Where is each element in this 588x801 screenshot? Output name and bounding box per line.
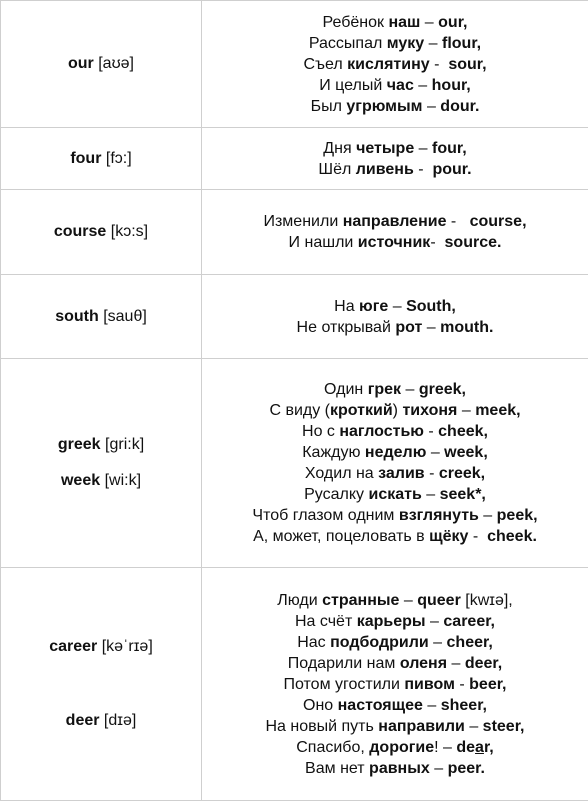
verse-keyword: source. <box>445 234 502 251</box>
verse-keyword: beer, <box>469 676 506 693</box>
verse-text: Потом угостили <box>283 676 404 693</box>
verse-keyword: cheer, <box>447 634 493 651</box>
word-entry <box>1 55 201 73</box>
verse-text: Ребёнок <box>323 14 389 31</box>
verse-text: Чтоб глазом одним <box>252 507 398 524</box>
verse-text: Дня <box>323 140 356 157</box>
verse-line <box>202 716 588 737</box>
verse-keyword: оленя <box>400 655 447 672</box>
verse-cell <box>202 190 588 275</box>
verse-line <box>202 695 588 716</box>
verse-line <box>202 96 588 117</box>
verse-keyword: взглянуть <box>399 507 479 524</box>
word-transcription: [sauθ] <box>103 308 147 325</box>
verse-text: С виду ( <box>269 402 330 419</box>
verse-keyword: щёку <box>429 528 468 545</box>
verse-text: - <box>455 676 469 693</box>
verse-keyword: наглостью <box>339 423 424 440</box>
verse-keyword: South, <box>406 298 456 315</box>
verse-text: – <box>424 35 442 52</box>
word-cell <box>1 190 202 275</box>
verse-text: Вам нет <box>305 760 369 777</box>
verse-text: – <box>423 697 441 714</box>
verse-text: На <box>334 298 359 315</box>
verse-keyword: sour, <box>448 56 486 73</box>
verse-keyword: hour, <box>432 77 471 94</box>
verse-line <box>202 232 588 253</box>
verse-text: А, может, поцеловать в <box>253 528 429 545</box>
verse-keyword: час <box>387 77 414 94</box>
word-transcription: [gri:k] <box>105 436 144 453</box>
verse-keyword: greek, <box>419 381 466 398</box>
verse-keyword: кроткий <box>330 402 393 419</box>
verse-keyword: pour. <box>432 161 471 178</box>
verse-text: Люди <box>277 592 322 609</box>
word-entry <box>1 436 201 454</box>
word-entry <box>1 472 201 490</box>
word-entry <box>1 150 201 168</box>
verse-line <box>202 400 588 421</box>
verse-text: ! – <box>434 739 456 756</box>
verse-cell <box>202 359 588 568</box>
verse-text: – <box>422 319 440 336</box>
verse-keyword: meek, <box>475 402 520 419</box>
verse-text: – <box>399 592 417 609</box>
verse-text: – <box>420 14 438 31</box>
verse-text: [kwɪə], <box>461 592 513 609</box>
verse-text: – <box>457 402 475 419</box>
verse-text: – <box>422 486 440 503</box>
word-entry <box>1 712 201 730</box>
verse-keyword: дорогие <box>369 739 434 756</box>
verse-keyword: грек <box>368 381 401 398</box>
word-cell <box>1 359 202 568</box>
verse-keyword: залив <box>378 465 424 482</box>
verse-keyword: странные <box>322 592 399 609</box>
verse-keyword: seek*, <box>440 486 486 503</box>
verse-text: – <box>426 613 444 630</box>
verse-text: – <box>423 98 441 115</box>
table-row <box>1 190 588 275</box>
verse-text: – <box>414 77 432 94</box>
verse-text: Один <box>324 381 368 398</box>
verse-line <box>202 421 588 442</box>
word-lemma: deer <box>66 712 100 729</box>
verse-keyword: неделю <box>365 444 426 461</box>
table-row <box>1 1 588 128</box>
verse-text: - <box>425 465 439 482</box>
verse-text: Рассыпал <box>309 35 387 52</box>
word-cell <box>1 128 202 190</box>
word-entry <box>1 308 201 326</box>
verse-line <box>202 632 588 653</box>
word-transcription: [kɔ:s] <box>111 223 148 240</box>
verse-text: - <box>424 423 438 440</box>
verse-keyword: flour, <box>442 35 481 52</box>
word-lemma: course <box>54 223 106 240</box>
verse-keyword: направили <box>378 718 465 735</box>
verse-line <box>202 758 588 779</box>
verse-line <box>202 463 588 484</box>
verse-text: Каждую <box>302 444 365 461</box>
verse-keyword: peek, <box>497 507 538 524</box>
word-transcription: [dɪə] <box>104 712 136 729</box>
verse-text: Изменили <box>263 213 342 230</box>
verse-keyword: a <box>475 739 484 756</box>
verse-keyword: направление <box>343 213 447 230</box>
verse-line <box>202 317 588 338</box>
verse-text: Был <box>311 98 347 115</box>
verse-text: – <box>414 140 432 157</box>
verse-text: И целый <box>319 77 387 94</box>
verse-cell <box>202 275 588 359</box>
verse-keyword: рот <box>395 319 422 336</box>
verse-keyword: our, <box>438 14 467 31</box>
word-cell <box>1 1 202 128</box>
verse-keyword: муку <box>387 35 424 52</box>
verse-keyword: кислятину <box>347 56 429 73</box>
verse-line <box>202 296 588 317</box>
verse-text: – <box>479 507 497 524</box>
verse-text: - <box>468 528 487 545</box>
verse-keyword: r, <box>484 739 494 756</box>
verse-cell <box>202 128 588 190</box>
verse-line <box>202 526 588 547</box>
verse-text: - <box>446 213 469 230</box>
verse-keyword: week, <box>444 444 488 461</box>
word-entry <box>1 638 201 656</box>
word-cell <box>1 568 202 801</box>
verse-keyword: равных <box>369 760 430 777</box>
table-row <box>1 128 588 190</box>
verse-text: – <box>465 718 483 735</box>
verse-keyword: steer, <box>483 718 525 735</box>
verse-line <box>202 590 588 611</box>
verse-cell <box>202 1 588 128</box>
verse-text: Нас <box>297 634 330 651</box>
verse-keyword: career, <box>443 613 495 630</box>
verse-text: - <box>414 161 433 178</box>
verse-text: ) <box>393 402 403 419</box>
table-row <box>1 359 588 568</box>
word-lemma: week <box>61 472 100 489</box>
word-cell <box>1 275 202 359</box>
verse-text: Русалку <box>304 486 368 503</box>
verse-line <box>202 54 588 75</box>
verse-keyword: peer. <box>448 760 485 777</box>
verse-text: На счёт <box>295 613 357 630</box>
verse-text: – <box>430 760 448 777</box>
word-lemma: our <box>68 55 94 72</box>
verse-text: - <box>430 56 449 73</box>
verse-text: - <box>430 234 444 251</box>
verse-line <box>202 159 588 180</box>
verse-text: Но с <box>302 423 339 440</box>
table-row <box>1 568 588 801</box>
word-transcription: [fɔ:] <box>106 150 132 167</box>
word-lemma: greek <box>58 436 101 453</box>
verse-keyword: искать <box>368 486 421 503</box>
verse-line <box>202 653 588 674</box>
verse-cell <box>202 568 588 801</box>
verse-keyword: источник <box>358 234 431 251</box>
verse-keyword: карьеры <box>357 613 426 630</box>
word-entry <box>1 223 201 241</box>
verse-keyword: юге <box>359 298 388 315</box>
verse-text: – <box>447 655 465 672</box>
word-lemma: career <box>49 638 97 655</box>
word-transcription: [wi:k] <box>105 472 141 489</box>
rhyme-table-body <box>1 1 588 801</box>
verse-text: Подарили нам <box>288 655 400 672</box>
verse-keyword: sheer, <box>441 697 487 714</box>
verse-keyword: creek, <box>439 465 485 482</box>
verse-keyword: mouth. <box>440 319 493 336</box>
verse-text: Оно <box>303 697 338 714</box>
verse-keyword: угрюмым <box>346 98 422 115</box>
table-row <box>1 275 588 359</box>
verse-line <box>202 484 588 505</box>
verse-line <box>202 75 588 96</box>
verse-keyword: deer, <box>465 655 502 672</box>
word-lemma: four <box>70 150 101 167</box>
word-transcription: [kəˈrɪə] <box>102 638 153 655</box>
verse-text: И нашли <box>289 234 358 251</box>
verse-line <box>202 611 588 632</box>
verse-text: – <box>401 381 419 398</box>
word-lemma: south <box>55 308 99 325</box>
verse-text: Спасибо, <box>296 739 369 756</box>
verse-line <box>202 442 588 463</box>
verse-text: – <box>429 634 447 651</box>
verse-keyword: четыре <box>356 140 414 157</box>
verse-keyword: ливень <box>356 161 414 178</box>
verse-text: – <box>388 298 406 315</box>
verse-line <box>202 674 588 695</box>
verse-line <box>202 505 588 526</box>
verse-keyword: cheek. <box>487 528 537 545</box>
verse-keyword: cheek, <box>438 423 488 440</box>
verse-keyword: подбодрили <box>330 634 429 651</box>
verse-line <box>202 12 588 33</box>
verse-keyword: настоящее <box>338 697 423 714</box>
verse-line <box>202 379 588 400</box>
verse-text: Шёл <box>318 161 355 178</box>
verse-keyword: dour. <box>440 98 479 115</box>
verse-keyword: пивом <box>404 676 455 693</box>
verse-keyword: de <box>456 739 475 756</box>
verse-keyword: four, <box>432 140 467 157</box>
verse-line <box>202 737 588 758</box>
verse-text: Съел <box>303 56 347 73</box>
verse-text: – <box>426 444 444 461</box>
verse-line <box>202 138 588 159</box>
verse-line <box>202 211 588 232</box>
verse-line <box>202 33 588 54</box>
verse-keyword: queer <box>417 592 461 609</box>
verse-keyword: course, <box>470 213 527 230</box>
verse-keyword: наш <box>388 14 420 31</box>
verse-text: Ходил на <box>305 465 378 482</box>
verse-text: Не открывай <box>297 319 396 336</box>
word-transcription: [aʊə] <box>98 55 134 72</box>
verse-text: На новый путь <box>266 718 379 735</box>
verse-keyword: тихоня <box>402 402 457 419</box>
